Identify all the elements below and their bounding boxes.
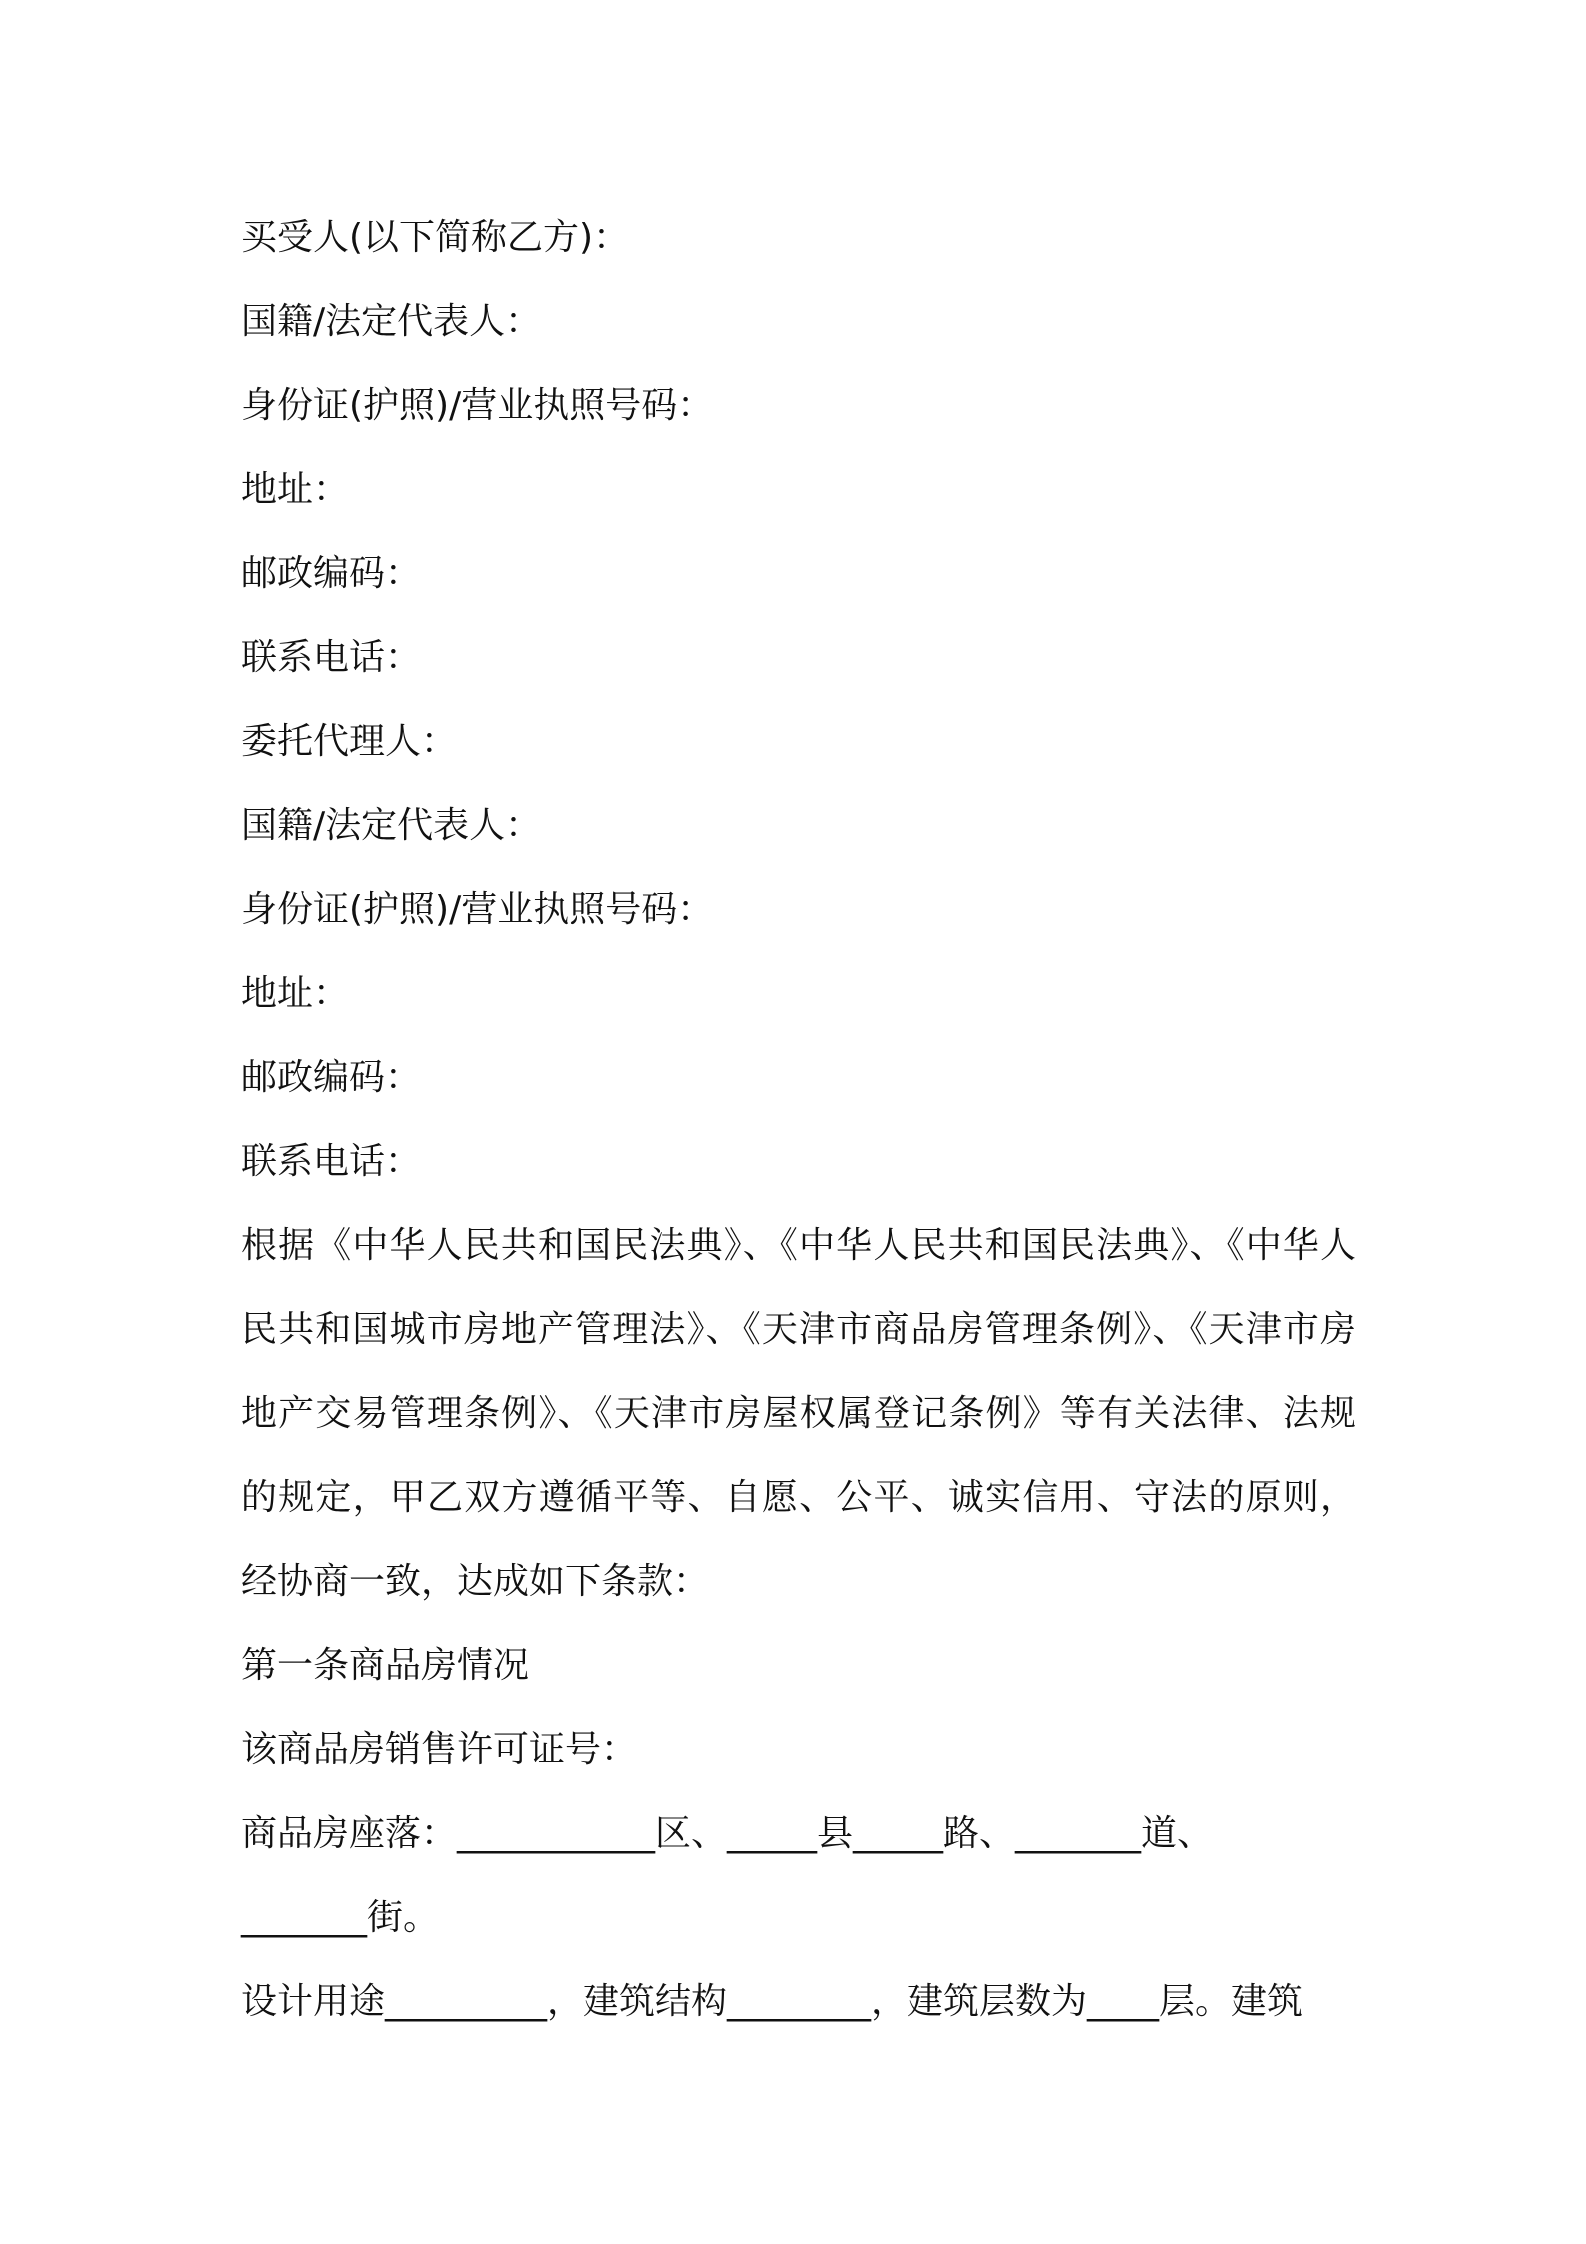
agent-postcode-field: 邮政编码： bbox=[241, 1057, 422, 1098]
document-body bbox=[241, 196, 1356, 2044]
agent-nationality-field: 国籍/法定代表人： bbox=[241, 805, 542, 846]
buyer-address-field: 地址： bbox=[241, 469, 350, 510]
buyer-id-number-field: 身份证(护照)/营业执照号码： bbox=[241, 385, 714, 426]
agent-title: 委托代理人： bbox=[241, 721, 458, 762]
agent-id-number-field: 身份证(护照)/营业执照号码： bbox=[241, 889, 714, 930]
buyer-title: 买受人(以下简称乙方)： bbox=[241, 217, 630, 258]
buyer-phone-field: 联系电话： bbox=[241, 637, 422, 678]
location-line-2: _______街。 bbox=[241, 1897, 440, 1938]
buyer-nationality-field: 国籍/法定代表人： bbox=[241, 301, 542, 342]
design-usage-line: 设计用途_________，建筑结构________，建筑层数为____层。建筑 bbox=[241, 1981, 1304, 2022]
buyer-postcode-field: 邮政编码： bbox=[241, 553, 422, 594]
location-line-1: 商品房座落：___________区、_____县_____路、_______道、 bbox=[241, 1813, 1214, 1854]
article-1-heading: 第一条商品房情况 bbox=[241, 1645, 530, 1686]
sales-license-field: 该商品房销售许可证号： bbox=[241, 1729, 638, 1770]
agent-phone-field: 联系电话： bbox=[241, 1141, 422, 1182]
preamble-paragraph: 根据《中华人民共和国民法典》、《中华人民共和国民法典》、《中华人民共和国城市房地产管理法》、《天津市商品房管理条例》、《天津市房地产交易管理条例》、《天津市房屋权属登记条例》等有关法律、法规的规定，甲乙双方遵循平等、自愿、公平、诚实信用、守法的原则，经协商一致，达成如下条款： bbox=[241, 1225, 1356, 1602]
agent-address-field: 地址： bbox=[241, 973, 350, 1014]
